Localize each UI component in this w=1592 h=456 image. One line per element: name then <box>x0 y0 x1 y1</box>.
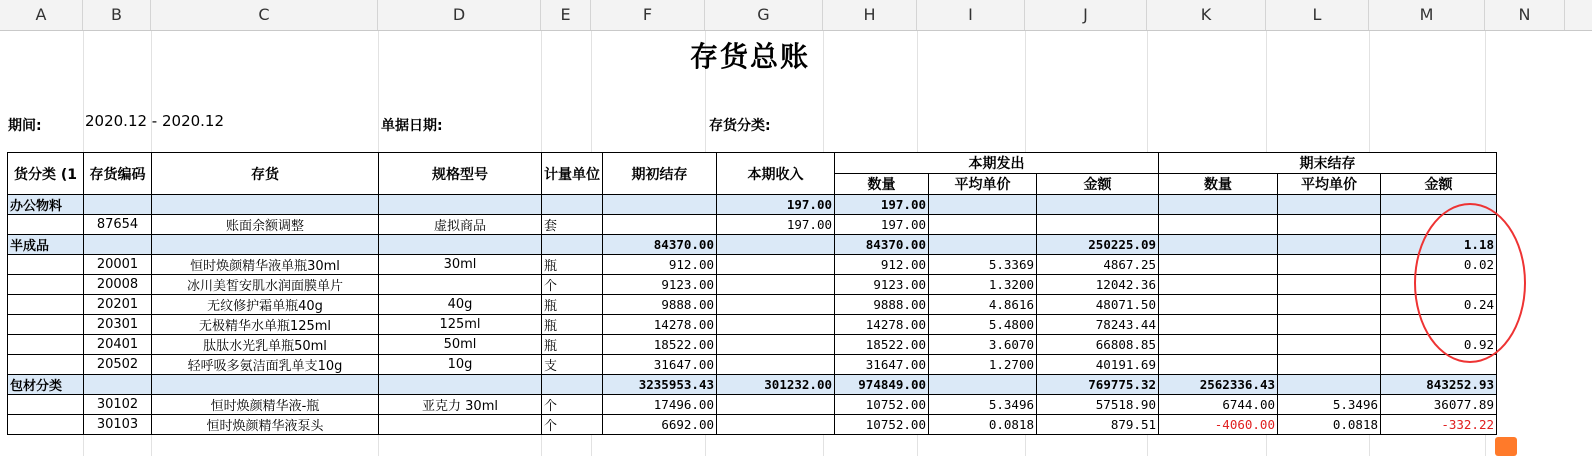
cell-issue-amount[interactable]: 66808.85 <box>1037 335 1159 355</box>
header-opening[interactable]: 期初结存 <box>603 153 717 195</box>
header-closing-group[interactable]: 期末结存 <box>1159 153 1497 174</box>
cell-issue-avg-price[interactable]: 1.2700 <box>929 355 1037 375</box>
column-header-h[interactable]: H <box>823 0 917 30</box>
cell-spec[interactable]: 10g <box>379 355 542 375</box>
cell-closing-avg-price[interactable] <box>1278 275 1381 295</box>
table-row <box>8 235 1497 255</box>
header-issue-qty[interactable]: 数量 <box>835 174 929 195</box>
cell-closing-qty[interactable] <box>1159 315 1278 335</box>
cell-issue-qty[interactable]: 197.00 <box>835 195 929 215</box>
cell-issue-amount[interactable]: 40191.69 <box>1037 355 1159 375</box>
table-row <box>8 295 1497 315</box>
cell-closing-avg-price[interactable]: 5.3496 <box>1278 395 1381 415</box>
cell-receipt[interactable] <box>717 335 835 355</box>
cell-code[interactable] <box>84 375 152 395</box>
cell-item[interactable]: 肽肽水光乳单瓶50ml <box>152 335 379 355</box>
column-header-d[interactable]: D <box>378 0 541 30</box>
cell-receipt[interactable] <box>717 295 835 315</box>
cell-receipt[interactable]: 197.00 <box>717 215 835 235</box>
cell-category[interactable]: 包材分类 <box>8 375 84 395</box>
header-issue-amount[interactable]: 金额 <box>1037 174 1159 195</box>
cell-spec[interactable]: 125ml <box>379 315 542 335</box>
cell-issue-qty[interactable]: 84370.00 <box>835 235 929 255</box>
cell-category[interactable] <box>8 295 84 315</box>
cell-opening[interactable] <box>603 215 717 235</box>
cell-closing-qty[interactable] <box>1159 215 1278 235</box>
table-row <box>8 415 1497 435</box>
cell-closing-amount[interactable]: -332.22 <box>1381 415 1497 435</box>
cell-spec[interactable]: 30ml <box>379 255 542 275</box>
cell-spec[interactable]: 虚拟商品 <box>379 215 542 235</box>
cell-issue-amount[interactable]: 769775.32 <box>1037 375 1159 395</box>
header-unit[interactable]: 计量单位 <box>542 153 603 195</box>
cell-issue-amount[interactable]: 250225.09 <box>1037 235 1159 255</box>
cell-code[interactable]: 87654 <box>84 215 152 235</box>
cell-opening[interactable]: 912.00 <box>603 255 717 275</box>
cell-issue-avg-price[interactable] <box>929 235 1037 255</box>
cell-item[interactable]: 无极精华水单瓶125ml <box>152 315 379 335</box>
cell-item[interactable]: 轻呼吸多氨洁面乳单支10g <box>152 355 379 375</box>
column-header-c[interactable]: C <box>151 0 378 30</box>
cell-receipt[interactable] <box>717 235 835 255</box>
table-row <box>8 215 1497 235</box>
cell-closing-avg-price[interactable] <box>1278 375 1381 395</box>
column-header-i[interactable]: I <box>917 0 1025 30</box>
column-header-n[interactable]: N <box>1485 0 1565 30</box>
cell-issue-amount[interactable]: 879.51 <box>1037 415 1159 435</box>
cell-spec[interactable]: 亚克力 30ml <box>379 395 542 415</box>
cell-opening[interactable]: 31647.00 <box>603 355 717 375</box>
cell-code[interactable]: 30102 <box>84 395 152 415</box>
cell-item[interactable]: 恒时焕颜精华液单瓶30ml <box>152 255 379 275</box>
column-header-j[interactable]: J <box>1025 0 1147 30</box>
cell-unit[interactable]: 瓶 <box>542 255 603 275</box>
cell-issue-qty[interactable]: 10752.00 <box>835 395 929 415</box>
column-header-k[interactable]: K <box>1147 0 1266 30</box>
header-closing-amount[interactable]: 金额 <box>1381 174 1497 195</box>
cell-unit[interactable]: 个 <box>542 395 603 415</box>
table-row <box>8 335 1497 355</box>
cell-spec[interactable] <box>379 375 542 395</box>
cell-unit[interactable]: 瓶 <box>542 295 603 315</box>
cell-category[interactable]: 半成品 <box>8 235 84 255</box>
cell-issue-avg-price[interactable]: 4.8616 <box>929 295 1037 315</box>
cell-spec[interactable] <box>379 235 542 255</box>
cell-code[interactable]: 20201 <box>84 295 152 315</box>
column-header-f[interactable]: F <box>591 0 705 30</box>
period-label: 期间: <box>8 118 42 134</box>
cell-issue-avg-price[interactable]: 3.6070 <box>929 335 1037 355</box>
cell-opening[interactable]: 84370.00 <box>603 235 717 255</box>
header-item[interactable]: 存货 <box>152 153 379 195</box>
cell-opening[interactable]: 17496.00 <box>603 395 717 415</box>
cell-spec[interactable] <box>379 415 542 435</box>
table-row <box>8 375 1497 395</box>
cell-code[interactable]: 20401 <box>84 335 152 355</box>
cell-closing-amount[interactable]: 1.18 <box>1381 235 1497 255</box>
doc-date-label: 单据日期: <box>381 118 443 134</box>
cell-category[interactable]: 办公物料 <box>8 195 84 215</box>
cell-item[interactable]: 无纹修护霜单瓶40g <box>152 295 379 315</box>
cell-issue-qty[interactable]: 10752.00 <box>835 415 929 435</box>
cell-closing-avg-price[interactable] <box>1278 215 1381 235</box>
cell-closing-qty[interactable] <box>1159 275 1278 295</box>
cell-unit[interactable]: 瓶 <box>542 335 603 355</box>
header-spec[interactable]: 规格型号 <box>379 153 542 195</box>
cell-spec[interactable]: 40g <box>379 295 542 315</box>
cell-unit[interactable]: 个 <box>542 415 603 435</box>
cell-opening[interactable]: 9123.00 <box>603 275 717 295</box>
cell-code[interactable] <box>84 235 152 255</box>
cell-opening[interactable]: 18522.00 <box>603 335 717 355</box>
cell-issue-qty[interactable]: 9123.00 <box>835 275 929 295</box>
cell-closing-qty[interactable] <box>1159 235 1278 255</box>
inventory-ledger-table <box>7 152 1497 435</box>
cell-closing-qty[interactable] <box>1159 295 1278 315</box>
cell-issue-avg-price[interactable]: 5.4800 <box>929 315 1037 335</box>
cell-category[interactable] <box>8 255 84 275</box>
column-header-m[interactable]: M <box>1369 0 1485 30</box>
cell-code[interactable]: 20008 <box>84 275 152 295</box>
cell-unit[interactable]: 套 <box>542 215 603 235</box>
cell-closing-avg-price[interactable] <box>1278 195 1381 215</box>
cell-opening[interactable]: 3235953.43 <box>603 375 717 395</box>
cell-issue-amount[interactable]: 78243.44 <box>1037 315 1159 335</box>
cell-category[interactable] <box>8 415 84 435</box>
cell-issue-avg-price[interactable] <box>929 195 1037 215</box>
cell-category[interactable] <box>8 215 84 235</box>
cell-issue-amount[interactable]: 48071.50 <box>1037 295 1159 315</box>
cell-issue-qty[interactable]: 18522.00 <box>835 335 929 355</box>
cell-closing-amount[interactable]: 843252.93 <box>1381 375 1497 395</box>
cell-receipt[interactable] <box>717 275 835 295</box>
floating-app-icon[interactable] <box>1495 437 1517 456</box>
cell-code[interactable]: 30103 <box>84 415 152 435</box>
cell-item[interactable]: 恒时焕颜精华液-瓶 <box>152 395 379 415</box>
cell-issue-amount[interactable]: 12042.36 <box>1037 275 1159 295</box>
cell-closing-qty[interactable] <box>1159 195 1278 215</box>
cell-issue-qty[interactable]: 912.00 <box>835 255 929 275</box>
column-header-e[interactable]: E <box>541 0 591 30</box>
column-header-a[interactable]: A <box>0 0 83 30</box>
cell-category[interactable] <box>8 335 84 355</box>
cell-issue-avg-price[interactable] <box>929 215 1037 235</box>
cell-opening[interactable]: 6692.00 <box>603 415 717 435</box>
cell-item[interactable]: 冰川美皙安肌水润面膜单片 <box>152 275 379 295</box>
cell-receipt[interactable] <box>717 255 835 275</box>
cell-unit[interactable] <box>542 195 603 215</box>
header-code[interactable]: 存货编码 <box>84 153 152 195</box>
cell-receipt[interactable] <box>717 355 835 375</box>
cell-opening[interactable] <box>603 195 717 215</box>
cell-unit[interactable]: 支 <box>542 355 603 375</box>
cell-code[interactable]: 20301 <box>84 315 152 335</box>
column-header-bar <box>0 0 1592 31</box>
cell-closing-qty[interactable]: 6744.00 <box>1159 395 1278 415</box>
table-row <box>8 255 1497 275</box>
red-circle-annotation <box>1414 203 1526 363</box>
table-row <box>8 315 1497 335</box>
cell-spec[interactable] <box>379 275 542 295</box>
cell-closing-qty[interactable] <box>1159 355 1278 375</box>
cell-issue-qty[interactable]: 974849.00 <box>835 375 929 395</box>
cell-item[interactable] <box>152 235 379 255</box>
cell-category[interactable] <box>8 275 84 295</box>
cell-issue-avg-price[interactable]: 0.0818 <box>929 415 1037 435</box>
column-header-l[interactable]: L <box>1266 0 1369 30</box>
table-row <box>8 195 1497 215</box>
report-title: 存货总账 <box>689 40 810 73</box>
cell-issue-qty[interactable]: 197.00 <box>835 215 929 235</box>
cell-category[interactable] <box>8 395 84 415</box>
cell-issue-amount[interactable] <box>1037 195 1159 215</box>
cell-spec[interactable] <box>379 195 542 215</box>
cell-issue-qty[interactable]: 14278.00 <box>835 315 929 335</box>
cell-item[interactable] <box>152 375 379 395</box>
cell-receipt[interactable] <box>717 315 835 335</box>
cell-issue-avg-price[interactable] <box>929 375 1037 395</box>
cell-closing-amount[interactable]: 36077.89 <box>1381 395 1497 415</box>
cell-closing-amount[interactable]: 0.02 <box>1381 255 1497 275</box>
cell-issue-amount[interactable]: 57518.90 <box>1037 395 1159 415</box>
cell-issue-avg-price[interactable]: 5.3369 <box>929 255 1037 275</box>
cell-closing-qty[interactable]: 2562336.43 <box>1159 375 1278 395</box>
table-row <box>8 355 1497 375</box>
cell-item[interactable] <box>152 195 379 215</box>
column-header-b[interactable]: B <box>83 0 151 30</box>
cell-receipt[interactable]: 197.00 <box>717 195 835 215</box>
cell-closing-avg-price[interactable] <box>1278 315 1381 335</box>
cell-closing-amount[interactable]: 0.92 <box>1381 335 1497 355</box>
cell-item[interactable]: 账面余额调整 <box>152 215 379 235</box>
header-receipt[interactable]: 本期收入 <box>717 153 835 195</box>
cell-unit[interactable]: 个 <box>542 275 603 295</box>
cell-unit[interactable] <box>542 235 603 255</box>
cell-unit[interactable]: 瓶 <box>542 315 603 335</box>
cell-closing-avg-price[interactable] <box>1278 235 1381 255</box>
cell-receipt[interactable] <box>717 415 835 435</box>
cell-code[interactable] <box>84 195 152 215</box>
header-closing-avg-price[interactable]: 平均单价 <box>1278 174 1381 195</box>
cell-closing-avg-price[interactable] <box>1278 335 1381 355</box>
cell-opening[interactable]: 9888.00 <box>603 295 717 315</box>
cell-closing-qty[interactable]: -4060.00 <box>1159 415 1278 435</box>
cell-closing-qty[interactable] <box>1159 255 1278 275</box>
cell-closing-avg-price[interactable] <box>1278 355 1381 375</box>
cell-closing-amount[interactable]: 0.24 <box>1381 295 1497 315</box>
cell-item[interactable]: 恒时焕颜精华液泵头 <box>152 415 379 435</box>
cell-category[interactable] <box>8 355 84 375</box>
cell-closing-avg-price[interactable] <box>1278 295 1381 315</box>
cell-code[interactable]: 20502 <box>84 355 152 375</box>
cell-receipt[interactable]: 301232.00 <box>717 375 835 395</box>
cell-code[interactable]: 20001 <box>84 255 152 275</box>
header-issue-avg-price[interactable]: 平均单价 <box>929 174 1037 195</box>
cell-opening[interactable]: 14278.00 <box>603 315 717 335</box>
cell-issue-amount[interactable]: 4867.25 <box>1037 255 1159 275</box>
category-label: 存货分类: <box>709 118 771 134</box>
cell-issue-qty[interactable]: 31647.00 <box>835 355 929 375</box>
header-closing-qty[interactable]: 数量 <box>1159 174 1278 195</box>
cell-spec[interactable]: 50ml <box>379 335 542 355</box>
header-issue-group[interactable]: 本期发出 <box>835 153 1159 174</box>
cell-closing-avg-price[interactable] <box>1278 255 1381 275</box>
spreadsheet-area[interactable] <box>0 31 1592 456</box>
cell-receipt[interactable] <box>717 395 835 415</box>
cell-issue-qty[interactable]: 9888.00 <box>835 295 929 315</box>
cell-category[interactable] <box>8 315 84 335</box>
cell-issue-avg-price[interactable]: 5.3496 <box>929 395 1037 415</box>
column-header-g[interactable]: G <box>705 0 823 30</box>
cell-issue-avg-price[interactable]: 1.3200 <box>929 275 1037 295</box>
period-value: 2020.12 - 2020.12 <box>85 112 225 130</box>
cell-issue-amount[interactable] <box>1037 215 1159 235</box>
table-row <box>8 275 1497 295</box>
table-row <box>8 395 1497 415</box>
cell-closing-qty[interactable] <box>1159 335 1278 355</box>
cell-closing-avg-price[interactable]: 0.0818 <box>1278 415 1381 435</box>
header-category[interactable]: 货分类 (1 <box>8 153 84 195</box>
cell-unit[interactable] <box>542 375 603 395</box>
